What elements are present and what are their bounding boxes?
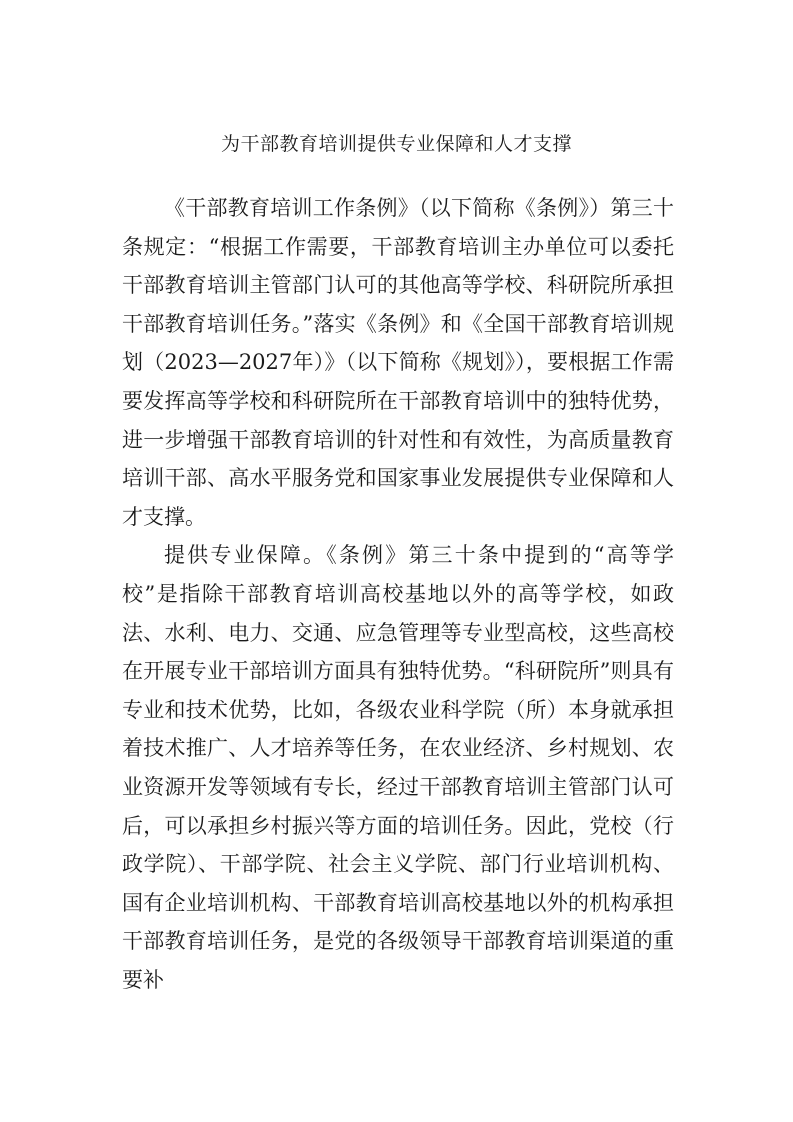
document-title: 为干部教育培训提供专业保障和人才支撑 — [220, 133, 572, 155]
paragraph-intro: 《干部教育培训工作条例》（以下简称《条例》）第三十条规定：“根据工作需要，干部教育培训主办单位可以委托干部教育培训主管部门认可的其他高等学校、科研院所承担干部教育培训任务。”落实《条例》和《全国干部教育培训规划（2023—2027年）》（以下简称《规划》），要根据工作需要发挥高等学校和科研院所在干部教育培训中的独特优势，进一步增强干部教育培训的针对性和有效性，为高质量教育培训干部、高水平服务党和国家事业发展提供专业保障和人才支撑。 — [122, 196, 674, 529]
paragraph-professional-support: 提供专业保障。《条例》第三十条中提到的“高等学校”是指除干部教育培训高校基地以外的高等学校，如政法、水利、电力、交通、应急管理等专业型高校，这些高校在开展专业干部培训方面具有独特优势。“科研院所”则具有专业和技术优势，比如，各级农业科学院（所）本身就承担着技术推广、人才培养等任务，在农业经济、乡村规划、农业资源开发等领域有专长，经过干部教育培训主管部门认可后，可以承担乡村振兴等方面的培训任务。因此，党校（行政学院）、干部学院、社会主义学院、部门行业培训机构、国有企业培训机构、干部教育培训高校基地以外的机构承担干部教育培训任务，是党的各级领导干部教育培训渠道的重要补 — [122, 543, 674, 992]
document-body — [122, 189, 674, 999]
